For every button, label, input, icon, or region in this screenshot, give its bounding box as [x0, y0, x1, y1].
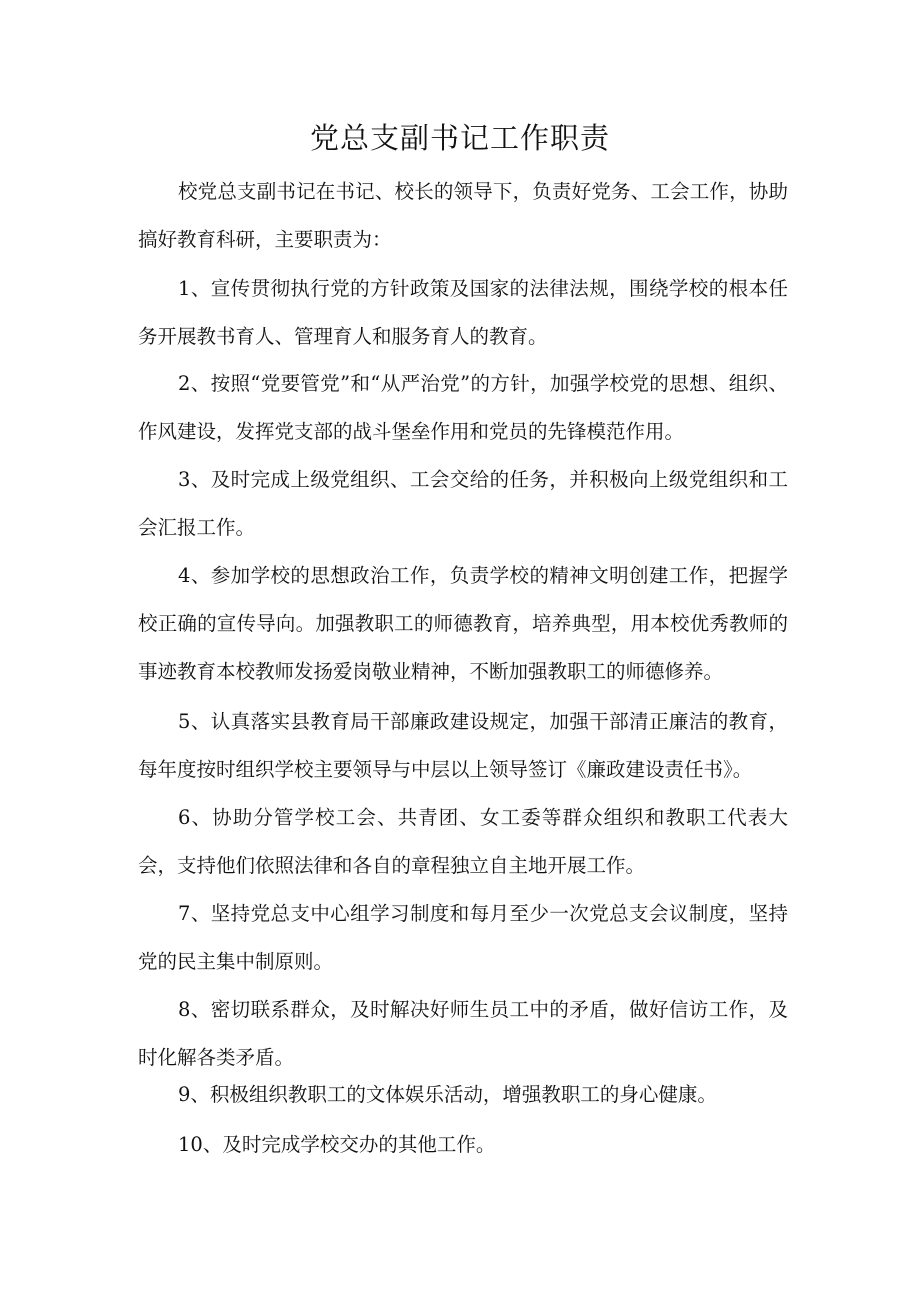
- duty-item-7: 7、坚持党总支中心组学习制度和每月至少一次党总支会议制度，坚持党的民主集中制原则。: [138, 902, 788, 973]
- duty-item-6: 6、协助分管学校工会、共青团、女工委等群众组织和教职工代表大会，支持他们依照法律和各自的章程独立自主地开展工作。: [138, 806, 788, 877]
- duty-item-10: 10、及时完成学校交办的其他工作。: [178, 1133, 496, 1156]
- duty-item-2: 2、按照“党要管党”和“从严治党”的方针，加强学校党的思想、组织、作风建设，发挥党支部的战斗堡垒作用和党员的先锋模范作用。: [138, 372, 788, 443]
- duty-item-1: 1、宣传贯彻执行党的方针政策及国家的法律法规，围绕学校的根本任务开展教书育人、管理育人和服务育人的教育。: [138, 277, 788, 348]
- document-title: 党总支副书记工作职责: [309, 121, 610, 155]
- duty-item-4: 4、参加学校的思想政治工作，负责学校的精神文明创建工作，把握学校正确的宣传导向。加强教职工的师德教育，培养典型，用本校优秀教师的事迹教育本校教师发扬爱岗敬业精神，不断加强教职工的师德修养。: [138, 564, 788, 683]
- duty-item-3: 3、及时完成上级党组织、工会交给的任务，并积极向上级党组织和工会汇报工作。: [138, 468, 788, 539]
- duty-item-5: 5、认真落实县教育局干部廉政建设规定，加强干部清正廉洁的教育，每年度按时组织学校主要领导与中层以上领导签订《廉政建设责任书》。: [138, 710, 788, 781]
- duty-item-8: 8、密切联系群众，及时解决好师生员工中的矛盾，做好信访工作，及时化解各类矛盾。: [138, 998, 788, 1069]
- intro-paragraph: 校党总支副书记在书记、校长的领导下，负责好党务、工会工作，协助搞好教育科研，主要职责为：: [138, 180, 788, 251]
- duty-item-9: 9、积极组织教职工的文体娱乐活动，增强教职工的身心健康。: [178, 1083, 717, 1106]
